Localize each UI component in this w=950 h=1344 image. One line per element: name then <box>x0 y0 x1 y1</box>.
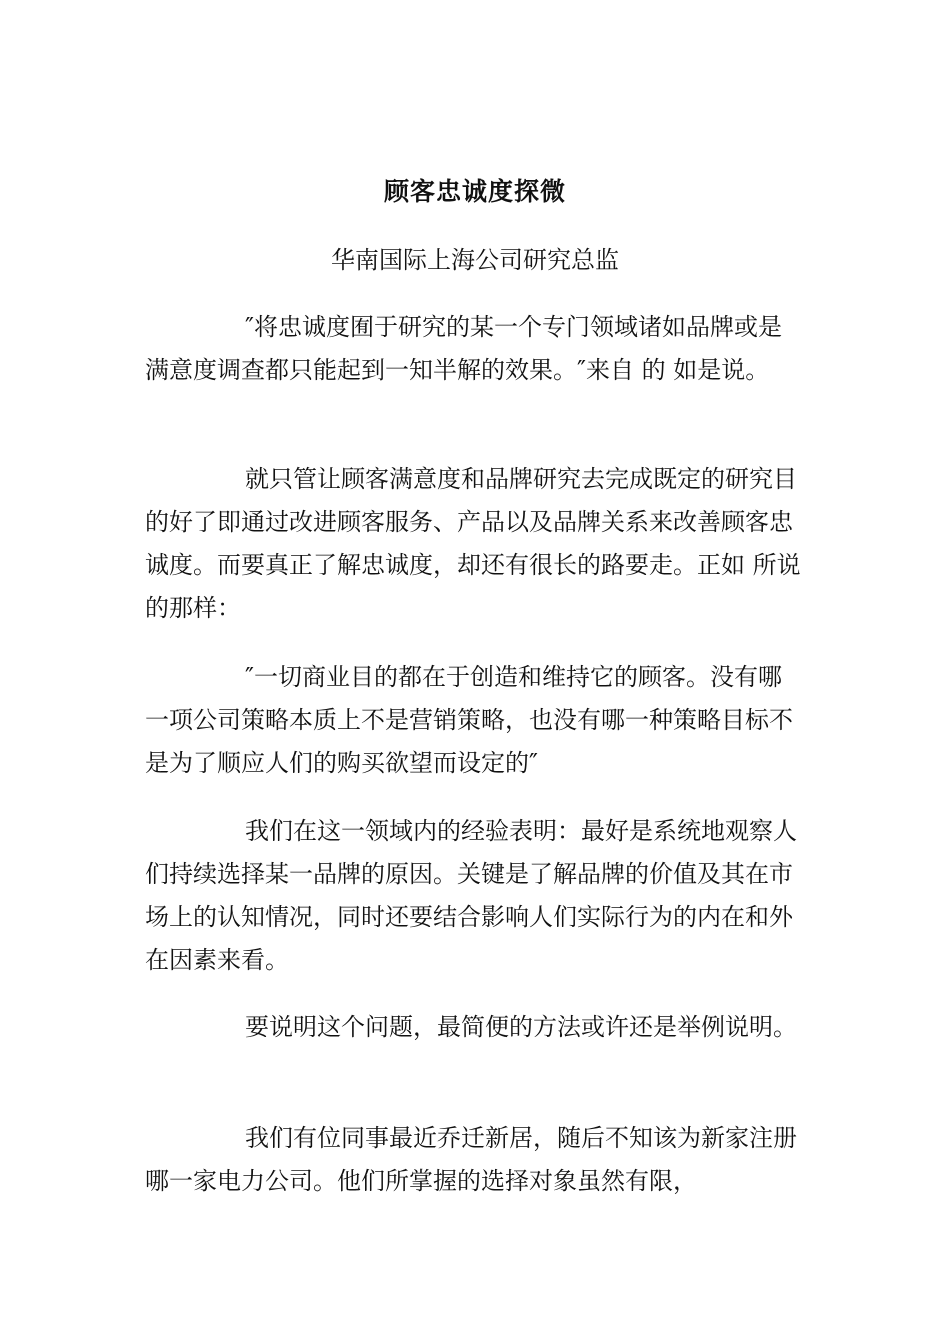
document-title: 顾客忠诚度探微 <box>383 177 566 206</box>
paragraph: 就只管让顾客满意度和品牌研究去完成既定的研究目的好了即通过改进顾客服务、产品以及品牌关系来改善顾客忠诚度。而要真正了解忠诚度，却还有很长的路要走。正如 所说的那样： <box>145 465 801 622</box>
paragraph: 我们在这一领域内的经验表明：最好是系统地观察人们持续选择某一品牌的原因。关键是了解品牌的价值及其在市场上的认知情况，同时还要结合影响人们实际行为的内在和外在因素来看。 <box>145 817 797 974</box>
paragraph: ″一切商业目的都在于创造和维持它的顾客。没有哪一项公司策略本质上不是营销策略，也没有哪一种策略目标不是为了顺应人们的购买欲望而设定的″ <box>145 663 793 777</box>
document-subtitle: 华南国际上海公司研究总监 <box>331 246 619 274</box>
paragraph: 我们有位同事最近乔迁新居，随后不知该为新家注册哪一家电力公司。他们所掌握的选择对象虽然有限， <box>145 1124 797 1195</box>
paragraph: ″将忠诚度囿于研究的某一个专门领域诸如品牌或是满意度调查都只能起到一知半解的效果。″来自 的 如是说。 <box>145 313 782 384</box>
paragraph: 要说明这个问题，最简便的方法或许还是举例说明。 <box>245 1013 797 1041</box>
